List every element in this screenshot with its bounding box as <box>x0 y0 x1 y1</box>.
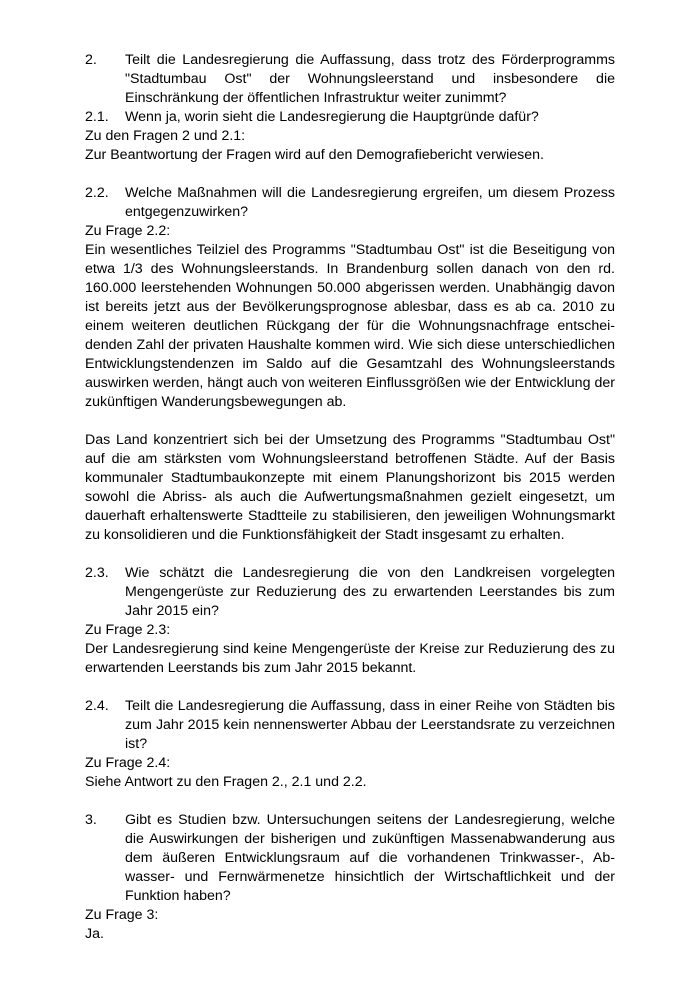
answer-heading: Zu Frage 2.3: <box>85 622 171 638</box>
answer-paragraph: Der Landesregierung sind keine Mengengerüste der Kreise zur Reduzierung des zu erwartenden Leerstands bis zum Jahr 2015 bekannt. <box>85 641 615 676</box>
answer-heading: Zu Frage 2.4: <box>85 755 171 771</box>
question-number: 3. <box>85 812 97 828</box>
question-item <box>85 184 615 222</box>
question-item <box>85 811 615 906</box>
answer-paragraph: Zur Beantwortung der Fragen wird auf den Demografiebericht verwiesen. <box>85 147 544 163</box>
paragraph-spacer <box>85 545 615 564</box>
paragraph-spacer <box>85 678 615 697</box>
question-text: Gibt es Studien bzw. Untersuchungen seitens der Landesregierung, welche die Auswirkungen der bisherigen und zukünftigen Massenabwanderung aus dem äußeren Entwicklungsraum auf die vorhandenen Trinkwasser-, Abwasser- und Fernwärmenetze hinsichtlich der Wirtschaftlichkeit und der Funktion haben? <box>125 812 615 904</box>
paragraph-spacer <box>85 412 615 431</box>
paragraph-spacer <box>85 165 615 184</box>
question-item <box>85 51 615 108</box>
answer-heading: Zu Frage 2.2: <box>85 223 171 239</box>
question-text: Wie schätzt die Landesregierung die von den Landkreisen vorgelegten Mengengerüste zur Reduzierung des zu erwartenden Leerstandes bis zum Jahr 2015 ein? <box>125 565 615 619</box>
question-item <box>85 108 615 127</box>
question-item <box>85 564 615 621</box>
question-item <box>85 697 615 754</box>
question-text: Welche Maßnahmen will die Landesregierung ergreifen, um diesem Prozess entgegenzuwirken? <box>125 185 615 220</box>
question-text: Teilt die Landesregierung die Auffassung, dass trotz des Förderprogramms "Stadtumbau Ost" der Wohnungsleerstand und insbesondere die Einschränkung der öffentlichen Infrastruktur weiter zunimmt? <box>125 52 615 106</box>
question-text: Teilt die Landesregierung die Auffassung, dass in einer Reihe von Städten bis zum Jahr 2015 kein nennenswerter Abbau der Leerstandsrate zu verzeichnen ist? <box>125 698 615 752</box>
answer-heading: Zu den Fragen 2 und 2.1: <box>85 128 246 144</box>
question-text: Wenn ja, worin sieht die Landesregierung die Hauptgründe dafür? <box>125 109 539 125</box>
paragraph-spacer <box>85 792 615 811</box>
question-number: 2. <box>85 52 97 68</box>
answer-heading: Zu Frage 3: <box>85 907 159 923</box>
answer-paragraph: Siehe Antwort zu den Fragen 2., 2.1 und 2.2. <box>85 774 367 790</box>
question-number: 2.4. <box>85 698 109 714</box>
answer-paragraph: Ja. <box>85 926 104 942</box>
question-number: 2.2. <box>85 185 109 201</box>
question-number: 2.3. <box>85 565 109 581</box>
answer-paragraph: Das Land konzentriert sich bei der Umsetzung des Programms "Stadtumbau Ost" auf die am stärksten vom Wohnungsleerstand betroffenen Städte. Auf der Basis kommunaler Stadtumbaukonzepte mit einem Planungshorizont bis 2015 werden sowohl die Abriss- als auch die Aufwertungsmaßnahmen gezielt eingesetzt, um dauerhaft erhaltenswerte Stadtteile zu stabilisieren, den jeweiligen Wohnungsmarkt zu konsolidieren und die Funktionsfähigkeit der Stadt insgesamt zu erhalten. <box>85 432 615 543</box>
answer-paragraph: Ein wesentliches Teilziel des Programms "Stadtumbau Ost" ist die Beseitigung von etwa 1/3 des Wohnungsleerstands. In Brandenburg sollen danach von den rd. 160.000 leerstehenden Wohnungen 50.000 abgerissen werden. Unabhängig davon ist bereits jetzt aus der Bevölkerungsprognose ablesbar, dass es ab ca. 2010 zu einem weiteren deutlichen Rückgang der für die Wohnungsnachfrage entscheidenden Zahl der privaten Haushalte kommen wird. Wie sich diese unterschiedlichen Entwicklungstendenzen im Saldo auf die Gesamtzahl des Wohnungsleerstands auswirken werden, hängt auch von weiteren Einflussgrößen wie der Entwicklung der zukünftigen Wanderungsbewegungen ab. <box>85 242 615 410</box>
question-number: 2.1. <box>85 109 109 125</box>
